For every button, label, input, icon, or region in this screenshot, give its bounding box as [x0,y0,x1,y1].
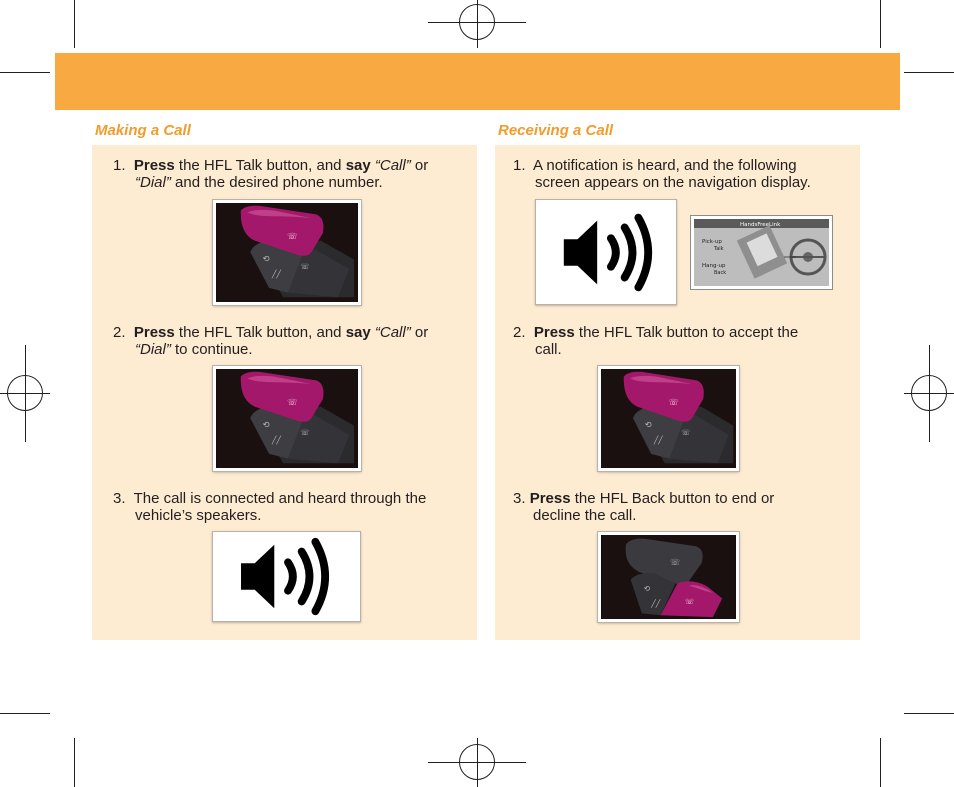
steering-pad-talk-highlight [216,203,358,302]
svg-text:☏: ☏ [300,428,310,437]
svg-text:☏: ☏ [287,396,298,407]
press-word: Press [133,157,175,174]
receiving-step-3: 3. Press the HFL Back button to end or decline the call. [513,490,775,524]
svg-text:╱╱: ╱╱ [653,435,663,445]
making-step-3: 3. The call is connected and heard through the vehicle’s speakers. [113,490,427,524]
making-step-1: 1. Press the HFL Talk button, and say “Call” or “Dial” and the desired phone number. [113,157,429,191]
step-number: 3. [513,490,526,507]
receiving-call-title: Receiving a Call [498,122,614,139]
say-word: say [345,324,371,341]
registration-mark [459,4,495,40]
crop-mark [74,738,75,787]
hfl-incoming-call-screen [694,219,829,286]
svg-text:☏: ☏ [684,597,695,607]
svg-text:╱╱: ╱╱ [651,598,661,608]
making-call-title: Making a Call [95,122,191,139]
call-command: “Call” [374,157,411,174]
nav-pickup-label: Pick-up [702,239,722,245]
registration-mark [7,375,43,411]
press-word: Press [533,324,575,341]
press-word: Press [133,324,175,341]
talk-button-photo [598,366,739,471]
svg-text:⟲: ⟲ [262,253,270,264]
crop-mark [0,713,50,714]
step-number: 2. [513,324,526,341]
crop-mark [74,0,75,48]
step-number: 3. [113,490,126,507]
header-bar [55,53,900,110]
svg-text:╱╱: ╱╱ [271,435,281,445]
nav-screen-title: HandsFreeLink [740,222,781,228]
svg-text:☏: ☏ [669,556,681,567]
call-command: “Call” [374,324,411,341]
receiving-step-2: 2. Press the HFL Talk button to accept the call. [513,324,799,358]
speaker-image [535,199,677,305]
step-number: 1. [113,157,126,174]
svg-text:☏: ☏ [681,427,691,438]
steering-pad-talk-highlight [216,369,358,468]
crop-mark [904,713,954,714]
dial-command: “Dial” [135,174,171,191]
svg-text:⟲: ⟲ [644,419,652,430]
speaker-icon [213,532,360,621]
registration-mark [459,744,495,780]
receiving-step-1: 1. A notification is heard, and the following screen appears on the navigation display. [513,157,811,191]
speaker-image [212,531,361,622]
svg-text:╱╱: ╱╱ [271,269,281,279]
dial-command: “Dial” [135,341,171,358]
talk-button-photo [213,200,361,305]
steering-pad-talk-highlight [601,369,736,468]
making-step-2: 2. Press the HFL Talk button, and say “Call” or “Dial” to continue. [113,324,429,358]
crop-mark [880,738,881,787]
back-button-photo [598,532,739,622]
svg-text:☏: ☏ [300,262,310,271]
svg-text:⟲: ⟲ [262,419,270,430]
nav-talk-label: Talk [714,246,724,252]
registration-mark [911,375,947,411]
speaker-icon [536,200,676,304]
step-number: 2. [113,324,126,341]
nav-back-label: Back [714,270,727,276]
talk-button-photo [213,366,361,471]
crop-mark [880,0,881,48]
nav-hangup-label: Hang-up [702,263,726,269]
svg-text:⟲: ⟲ [643,584,651,593]
navigation-display-screen [691,216,832,289]
steering-pad-back-highlight [601,535,736,619]
step-number: 1. [513,157,526,174]
crop-mark [904,72,954,73]
say-word: say [345,157,371,174]
svg-text:☏: ☏ [287,230,298,241]
press-word: Press [529,490,571,507]
svg-text:☏: ☏ [668,396,679,407]
crop-mark [0,72,50,73]
